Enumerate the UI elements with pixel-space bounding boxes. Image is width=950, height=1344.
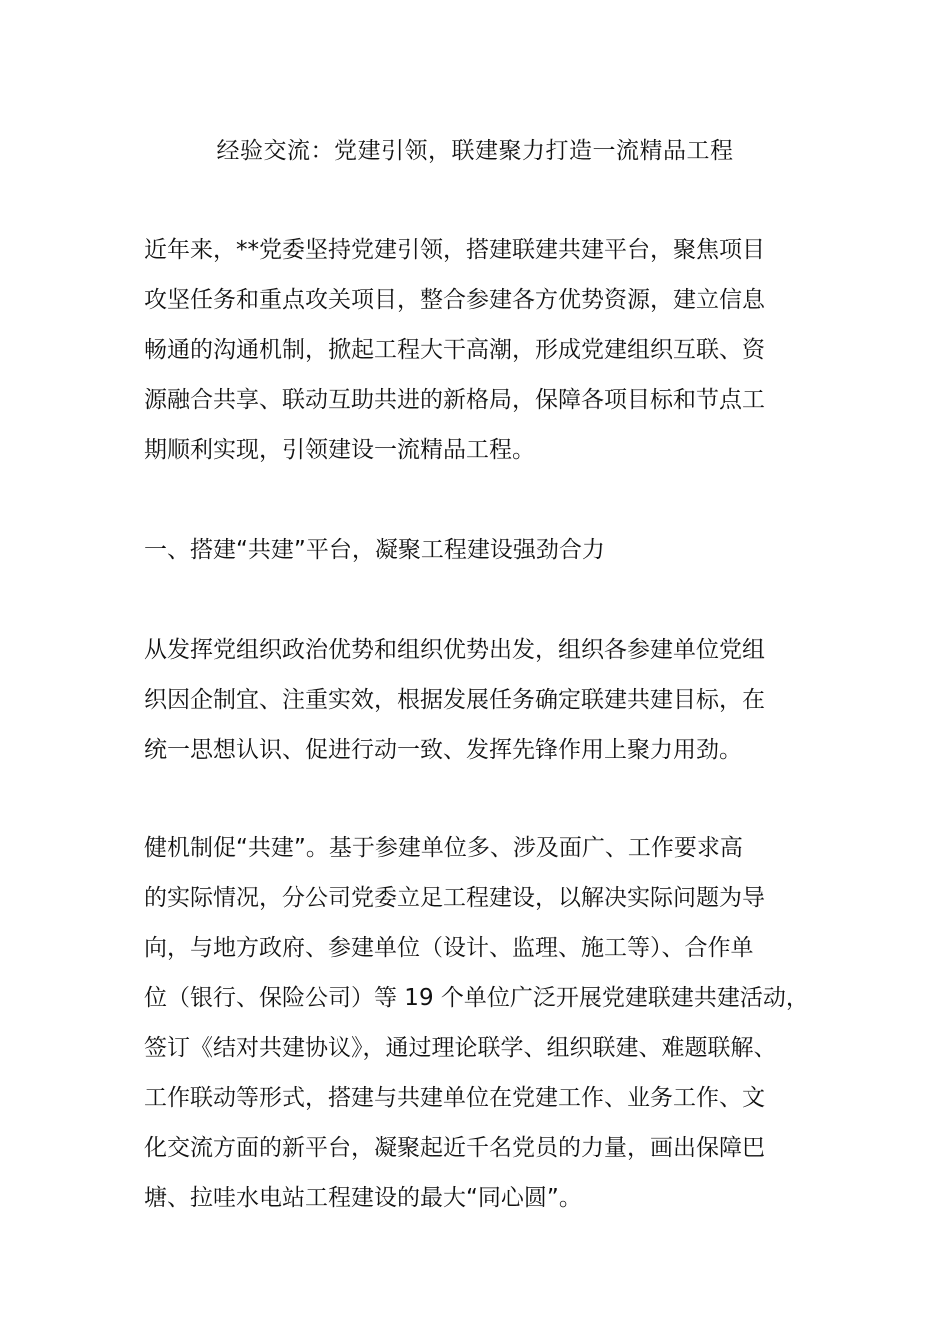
paragraph-line: 畅通的沟通机制，掀起工程大干高潮，形成党建组织互联、资 (144, 337, 765, 363)
paragraph-line: 织因企制宜、注重实效，根据发展任务确定联建共建目标，在 (144, 687, 765, 713)
paragraph-line: 近年来，**党委坚持党建引领，搭建联建共建平台，聚焦项目 (144, 237, 765, 263)
paragraph-line: 的实际情况，分公司党委立足工程建设，以解决实际问题为导 (144, 885, 765, 911)
paragraph-line: 期顺利实现，引领建设一流精品工程。 (144, 437, 535, 463)
section-paragraph (144, 625, 824, 775)
paragraph-line: 向，与地方政府、参建单位（设计、监理、施工等）、合作单 (144, 935, 754, 961)
paragraph-line: 健机制促“共建”。基于参建单位多、涉及面广、工作要求高 (144, 835, 743, 861)
mechanism-paragraph (144, 823, 824, 1223)
paragraph-line: 塘、拉哇水电站工程建设的最大“同心圆”。 (144, 1185, 582, 1211)
document-title: 经验交流：党建引领，联建聚力打造一流精品工程 (216, 138, 734, 164)
paragraph-line: 工作联动等形式，搭建与共建单位在党建工作、业务工作、文 (144, 1085, 765, 1111)
paragraph-line: 位（银行、保险公司）等 19 个单位广泛开展党建联建共建活动， (144, 985, 809, 1011)
intro-paragraph (144, 225, 824, 475)
section-heading-text: 一、搭建“共建”平台，凝聚工程建设强劲合力 (144, 537, 605, 563)
paragraph-line: 统一思想认识、促进行动一致、发挥先锋作用上聚力用劲。 (144, 737, 742, 763)
paragraph-line: 源融合共享、联动互助共进的新格局，保障各项目标和节点工 (144, 387, 765, 413)
section-heading (144, 525, 824, 575)
paragraph-line: 从发挥党组织政治优势和组织优势出发，组织各参建单位党组 (144, 637, 765, 663)
paragraph-line: 攻坚任务和重点攻关项目，整合参建各方优势资源，建立信息 (144, 287, 765, 313)
paragraph-line: 签订《结对共建协议》，通过理论联学、组织联建、难题联解、 (144, 1035, 777, 1061)
paragraph-line: 化交流方面的新平台，凝聚起近千名党员的力量，画出保障巴 (144, 1135, 765, 1161)
